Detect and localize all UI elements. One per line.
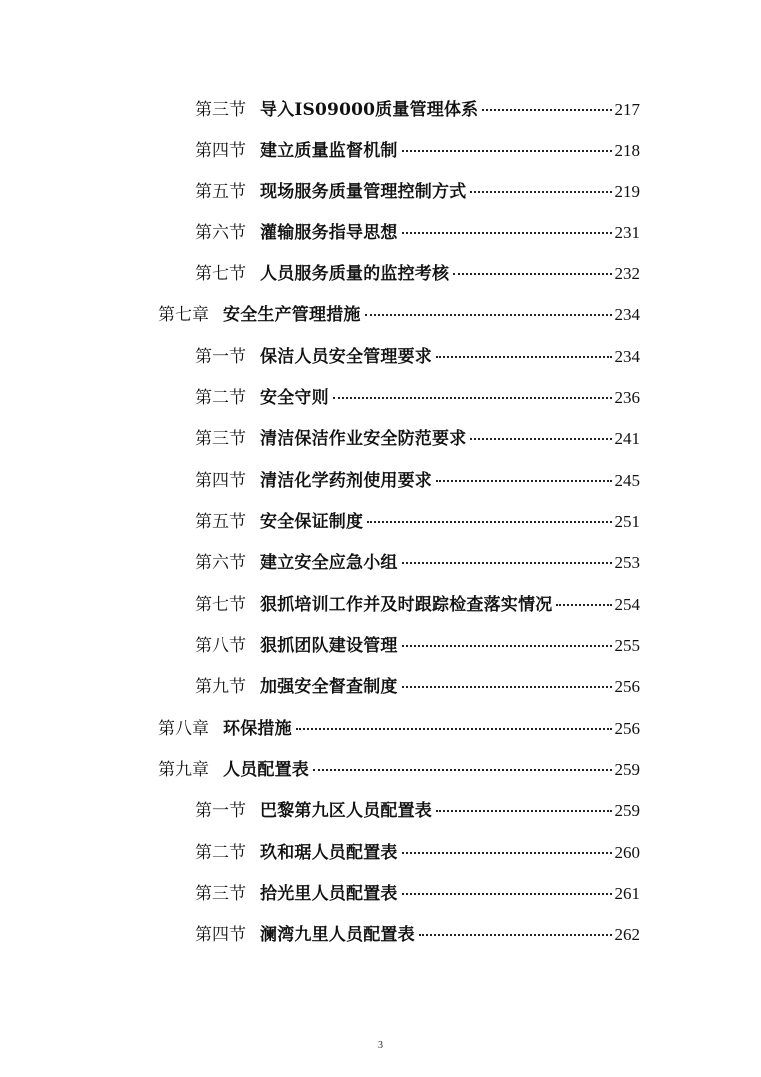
toc-entry-page: 251 [614,512,640,531]
toc-entry-section[interactable] [195,920,640,950]
toc-entry-title: 清洁化学药剂使用要求 [260,471,432,491]
toc-entry-section[interactable] [195,631,640,661]
toc-entry-title: 保洁人员安全管理要求 [260,347,432,367]
toc-entry-page: 245 [614,471,640,490]
toc-entry-page: 232 [614,264,640,283]
toc-entry-section[interactable] [195,672,640,702]
toc-entry-section[interactable] [195,218,640,248]
toc-entry-title: 安全生产管理措施 [223,305,361,325]
toc-entry-label: 第二节 [195,388,246,408]
toc-entry-title: 人员服务质量的监控考核 [260,264,450,284]
dot-leader [453,273,611,275]
toc-entry-label: 第四节 [195,925,246,945]
dot-leader [436,356,612,358]
toc-entry-label: 第三节 [195,429,246,449]
dot-leader [313,769,612,771]
dot-leader [482,109,611,111]
toc-entry-label: 第四节 [195,141,246,161]
toc-entry-section[interactable] [195,177,640,207]
toc-entry-label: 第一节 [195,347,246,367]
toc-entry-label: 第九节 [195,677,246,697]
toc-entry-title: 玖和琚人员配置表 [260,843,398,863]
dot-leader [296,728,612,730]
toc-entry-section[interactable] [195,590,640,620]
dot-leader [470,191,611,193]
toc-entry-title: 狠抓培训工作并及时跟踪检查落实情况 [260,595,553,615]
dot-leader [436,810,612,812]
toc-entry-title: 导入IS09000质量管理体系 [260,100,479,120]
toc-entry-label: 第四节 [195,471,246,491]
toc-entry-title: 加强安全督查制度 [260,677,398,697]
dot-leader [556,604,611,606]
toc-entry-label: 第九章 [158,760,209,780]
dot-leader [436,480,612,482]
toc-entry-section[interactable] [195,259,640,289]
toc-entry-section[interactable] [195,136,640,166]
toc-entry-label: 第八节 [195,636,246,656]
dot-leader [402,686,612,688]
toc-entry-section[interactable] [195,95,640,125]
toc-entry-page: 260 [614,843,640,862]
toc-entry-title: 拾光里人员配置表 [260,884,398,904]
toc-entry-page: 217 [614,100,640,119]
toc-entry-title: 现场服务质量管理控制方式 [260,182,467,202]
toc-entry-page: 259 [614,801,640,820]
dot-leader [402,232,612,234]
toc-entry-page: 234 [614,305,640,324]
toc-entry-page: 218 [614,141,640,160]
dot-leader [402,562,612,564]
dot-leader [470,438,611,440]
toc-entry-section[interactable] [195,548,640,578]
toc-entry-title: 狠抓团队建设管理 [260,636,398,656]
dot-leader [402,852,612,854]
toc-entry-page: 254 [614,595,640,614]
toc-entry-page: 256 [614,719,640,738]
dot-leader [367,521,611,523]
toc-entry-label: 第三节 [195,100,246,120]
toc-entry-page: 261 [614,884,640,903]
toc-entry-title: 清洁保洁作业安全防范要求 [260,429,467,449]
toc-entry-label: 第六节 [195,223,246,243]
toc-entry-section[interactable] [195,342,640,372]
toc-entry-page: 219 [614,182,640,201]
toc-entry-chapter[interactable] [158,714,640,744]
toc-entry-section[interactable] [195,838,640,868]
dot-leader [402,893,612,895]
toc-entry-page: 262 [614,925,640,944]
toc-entry-title: 巴黎第九区人员配置表 [260,801,432,821]
dot-leader [333,397,612,399]
toc-entry-chapter[interactable] [158,300,640,330]
dot-leader [402,150,612,152]
toc-entry-label: 第二节 [195,843,246,863]
toc-entry-label: 第七节 [195,264,246,284]
toc-entry-page: 231 [614,223,640,242]
dot-leader [402,645,612,647]
toc-entry-section[interactable] [195,507,640,537]
toc-entry-section[interactable] [195,796,640,826]
toc-entry-title: 环保措施 [223,719,292,739]
toc-entry-label: 第三节 [195,884,246,904]
toc-entry-section[interactable] [195,466,640,496]
toc-entry-page: 241 [614,429,640,448]
toc-entry-page: 259 [614,760,640,779]
toc-entry-chapter[interactable] [158,755,640,785]
toc-entry-section[interactable] [195,424,640,454]
toc-entry-page: 256 [614,677,640,696]
toc-entry-label: 第七节 [195,595,246,615]
toc-entry-page: 255 [614,636,640,655]
toc-entry-section[interactable] [195,383,640,413]
toc-entry-title: 建立质量监督机制 [260,141,398,161]
toc-entry-label: 第六节 [195,553,246,573]
toc-entry-label: 第八章 [158,719,209,739]
dot-leader [419,934,612,936]
dot-leader [365,314,612,316]
toc-entry-title: 澜湾九里人员配置表 [260,925,415,945]
toc-entry-label: 第一节 [195,801,246,821]
toc-entry-page: 253 [614,553,640,572]
toc-entry-page: 236 [614,388,640,407]
toc-entry-title: 灌输服务指导思想 [260,223,398,243]
toc-entry-title: 安全保证制度 [260,512,364,532]
page-number: 3 [378,1040,383,1051]
toc-entry-section[interactable] [195,879,640,909]
toc-entry-title: 安全守则 [260,388,329,408]
toc-entry-label: 第五节 [195,512,246,532]
toc-entry-title: 人员配置表 [223,760,309,780]
toc-entry-page: 234 [614,347,640,366]
toc-entry-label: 第五节 [195,182,246,202]
toc-entry-label: 第七章 [158,305,209,325]
toc-entry-title: 建立安全应急小组 [260,553,398,573]
